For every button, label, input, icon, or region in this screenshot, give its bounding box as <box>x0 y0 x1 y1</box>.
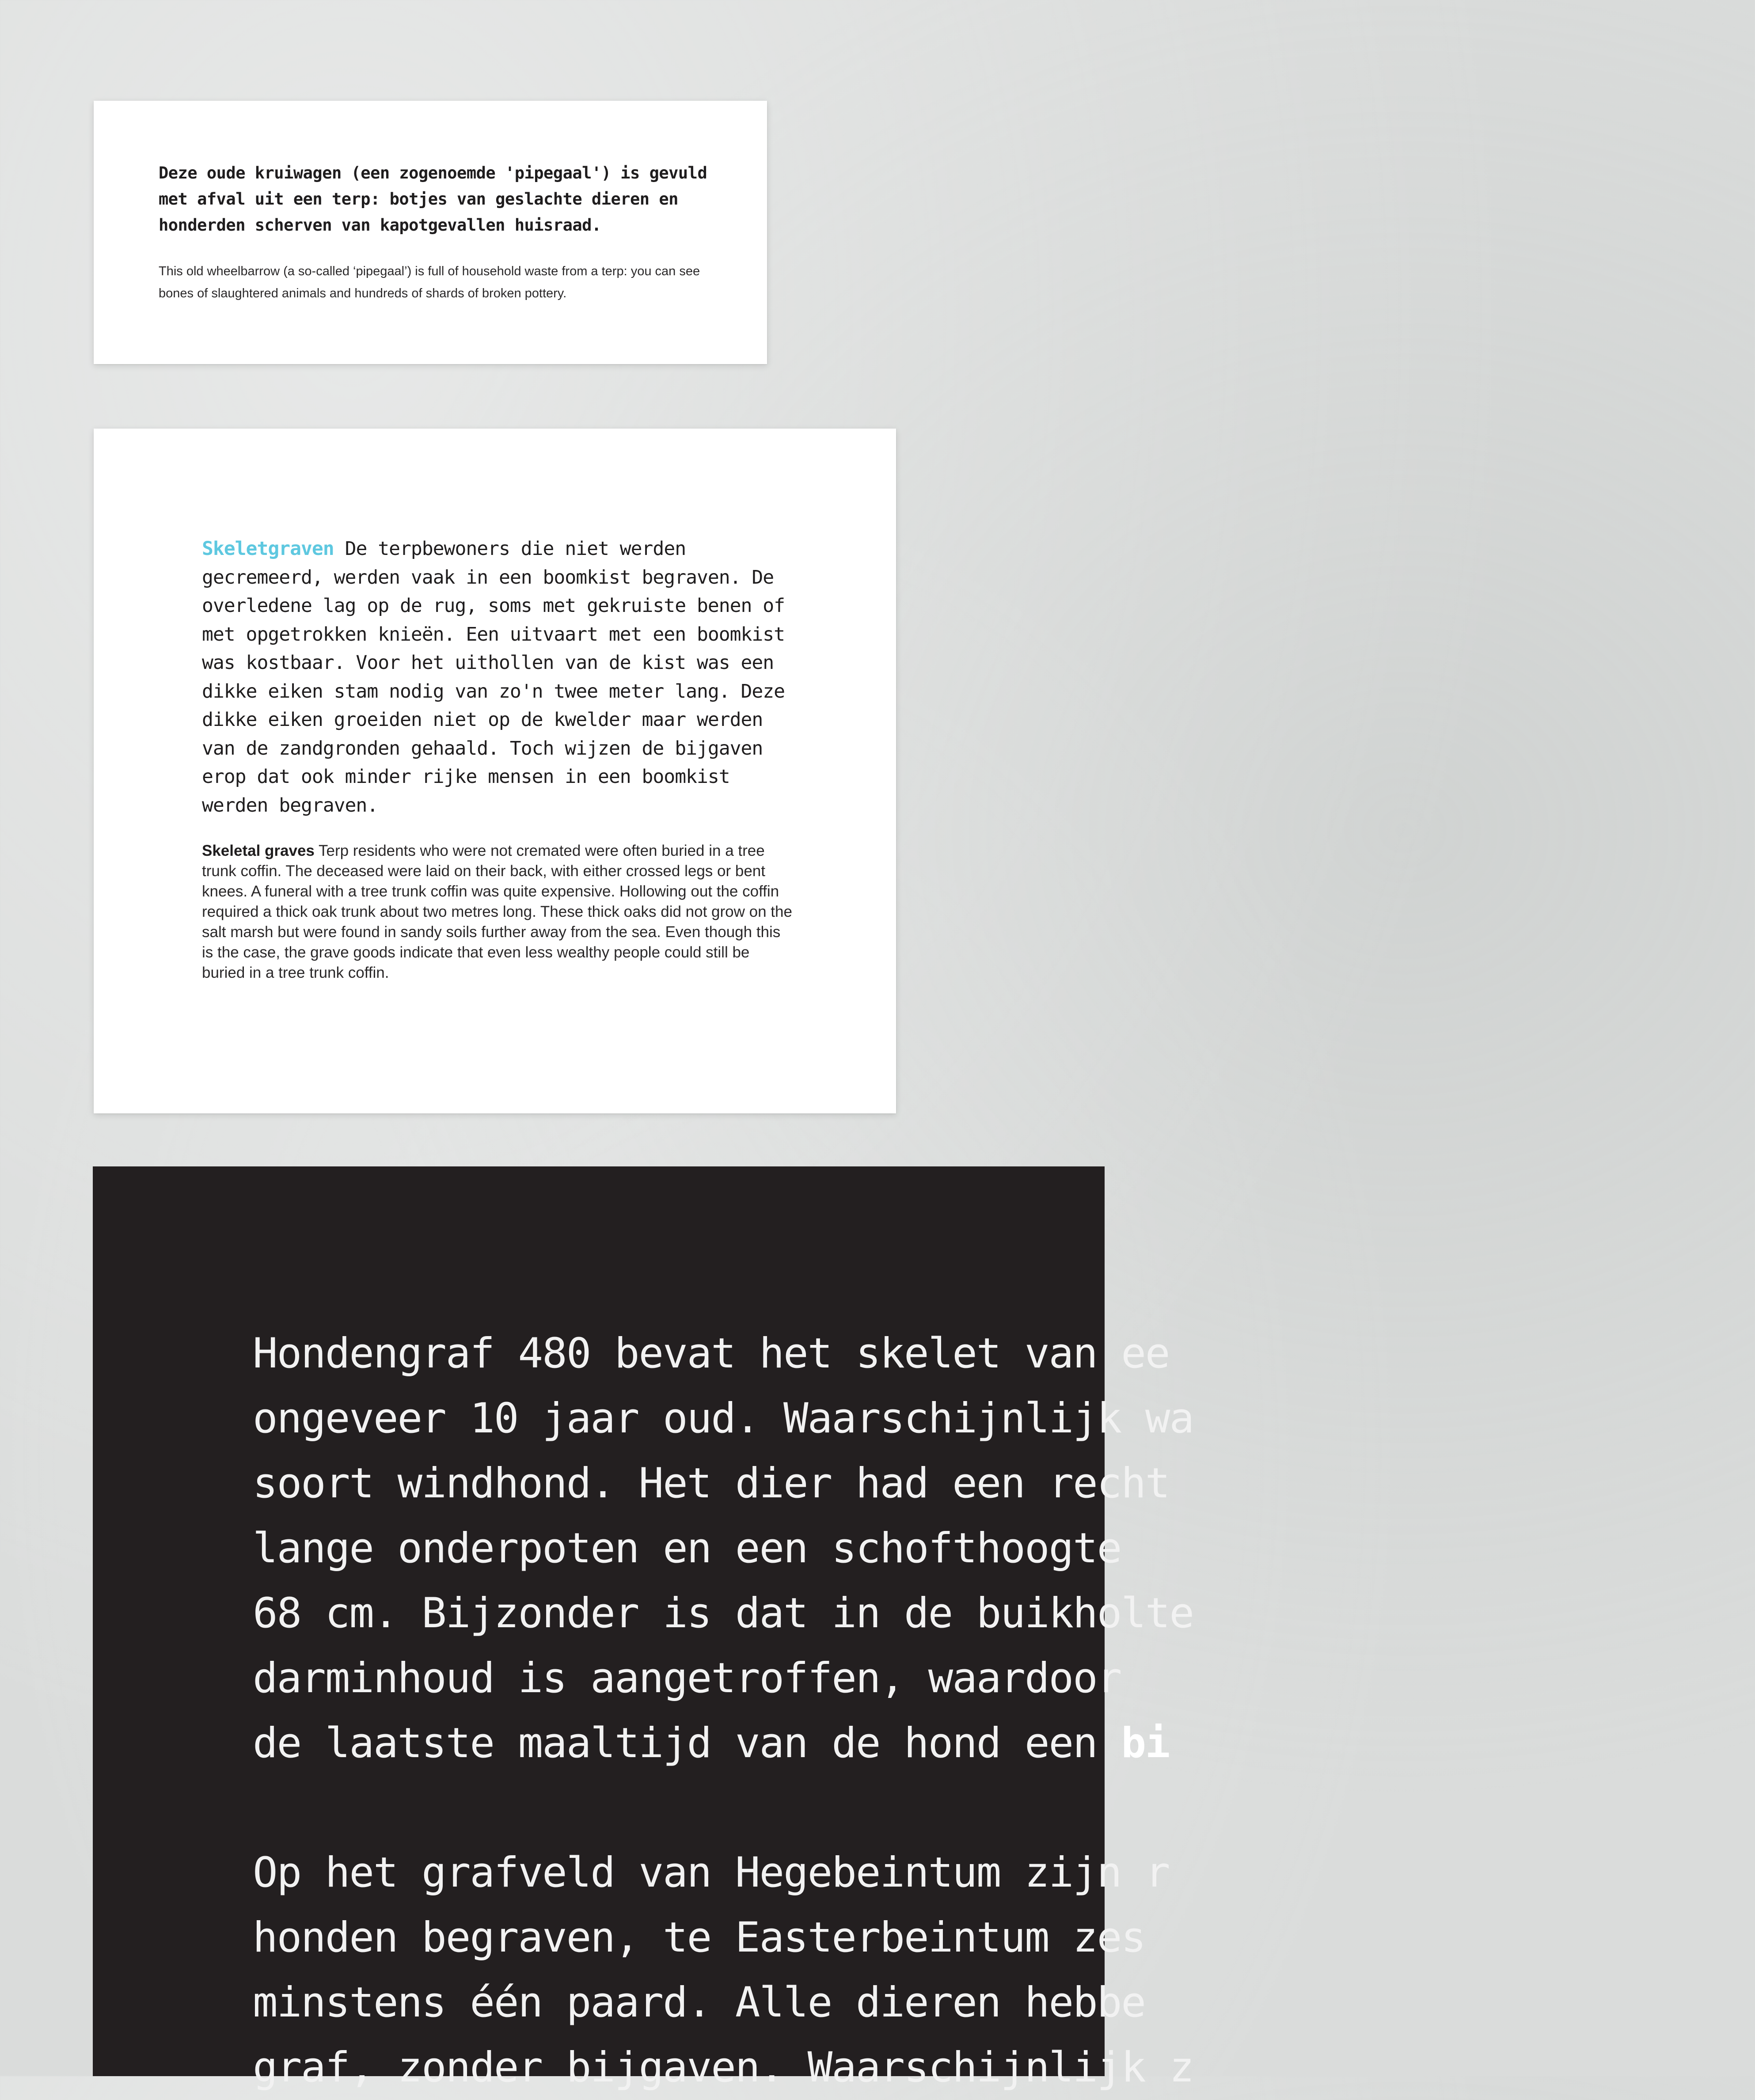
skeletal-graves-english-text: Terp residents who were not cremated were often buried in a tree trunk coffin. The deceased were laid on their back, with either crossed legs or bent knees. A funeral with a tree trunk coffin was quite expensive. Hollowing out the coffin required a thick oak trunk about two metres long. These thick oaks did not grow on the salt marsh but were found in sandy soils further away from the sea. Even though this is the case, the grave goods indicate that even less wealthy people could still be buried in a tree trunk coffin. <box>202 842 792 981</box>
skeletal-graves-english-heading: Skeletal graves <box>202 842 315 859</box>
dog-grave-wall-panel <box>93 1166 1194 2092</box>
skeletal-graves-label-card <box>94 429 896 1113</box>
dog-grave-paragraph-1 <box>253 1321 1755 1776</box>
wheelbarrow-dutch-text: Deze oude kruiwagen (een zogenoemde 'pipegaal') is gevuld met afval uit een terp: botjes van geslachte dieren en honderden scherven van kapotgevallen huisraad. <box>159 163 707 235</box>
text-line: Hondengraf 480 bevat het skelet van ee <box>253 1329 1170 1378</box>
text-line: honden begraven, te Easterbeintum zes <box>253 1914 1145 1962</box>
text-line: soort windhond. Het dier had een recht <box>253 1459 1170 1508</box>
bold-word: bi <box>1121 1719 1170 1767</box>
text-line: darminhoud is aangetroffen, waardoor <box>253 1654 1121 1702</box>
text-line: Op het grafveld van Hegebeintum zijn r <box>253 1849 1170 1897</box>
skeletal-graves-dutch-text: De terpbewoners die niet werden gecremeerd, werden vaak in een boomkist begraven. De overledene lag op de rug, soms met gekruiste benen of met opgetrokken knieën. Een uitvaart met een boomkist was kostbaar. Voor het uithollen van de kist was een dikke eiken stam nodig van zo'n twee meter lang. Deze dikke eiken groeiden niet op de kwelder maar werden van de zandgronden gehaald. Toch wijzen de bijgaven erop dat ook minder rijke mensen in een boomkist werden begraven. <box>202 538 785 816</box>
dog-grave-paragraph-2 <box>253 1840 1755 2100</box>
text-line: 68 cm. Bijzonder is dat in de buikholte <box>253 1589 1194 1637</box>
wheelbarrow-english-text: This old wheelbarrow (a so-called ‘pipegaal’) is full of household waste from a terp: you can see bones of slaughtered animals and hundreds of shards of broken pottery. <box>159 264 700 300</box>
wheelbarrow-label-card <box>94 101 767 364</box>
text-line-start: de laatste maaltijd van de hond een <box>253 1719 1121 1767</box>
skeletal-graves-dutch-heading: Skeletgraven <box>202 538 334 560</box>
text-line-last <box>253 1711 1755 1776</box>
text-line: graf, zonder bijgaven. Waarschijnlijk z <box>253 2043 1194 2092</box>
text-line: ongeveer 10 jaar oud. Waarschijnlijk wa <box>253 1394 1194 1443</box>
skeletal-graves-dutch-paragraph <box>202 535 794 820</box>
text-line: lange onderpoten en een schofthoogte <box>253 1524 1121 1572</box>
skeletal-graves-english-paragraph <box>202 841 794 983</box>
text-line: minstens één paard. Alle dieren hebbe <box>253 1978 1145 2027</box>
